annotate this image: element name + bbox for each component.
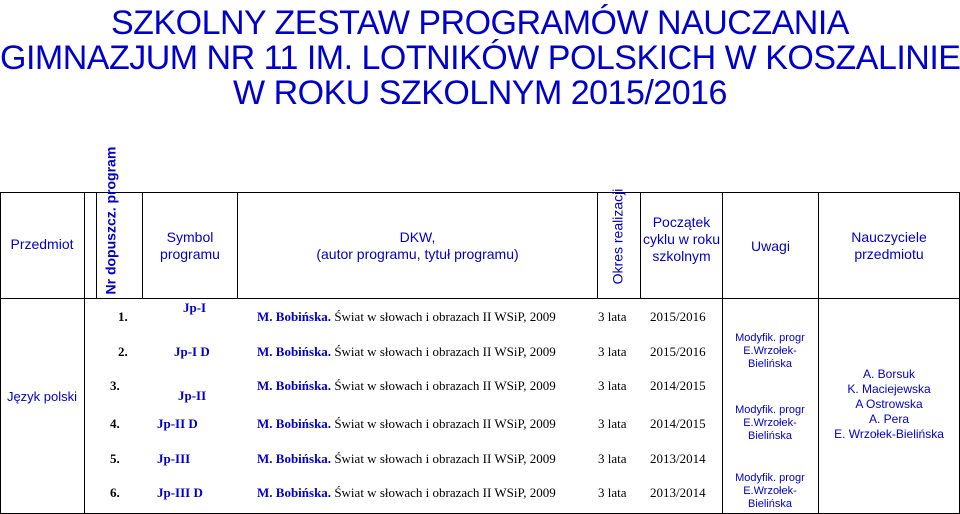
note-1-line-1: Modyfik. progr [735,332,805,344]
row-3-nr: 3. [110,378,120,393]
note-3-line-1: Modyfik. progr [735,472,805,484]
row-5-author: M. Bobińska. [257,451,332,466]
note-1-line-2: E.Wrzołek- [743,345,797,357]
row-3-title: Świat w słowach i obrazach II WSiP, 2009 [331,378,556,393]
row-1-nr: 1. [118,309,128,324]
row-3-start: 2014/2015 [650,378,706,393]
teacher-name: A Ostrowska [855,397,923,411]
row-6-okres: 3 lata [598,485,627,500]
doc-title-line-3: W ROKU SZKOLNYM 2015/2016 [233,74,727,112]
row-6-symbol: Jp-III D [157,485,203,500]
header-uwagi: Uwagi [751,238,790,254]
note-2-line-3: Bielińska [747,430,793,442]
note-3-line-2: E.Wrzołek- [743,485,797,497]
header-bottom-border [0,298,960,299]
row-1-program [257,309,556,325]
row-1-author: M. Bobińska. [257,309,332,324]
header-symbol: Symbol programu [160,229,220,262]
row-4-program [257,416,556,432]
row-5-program [257,451,556,467]
row-5-title: Świat w słowach i obrazach II WSiP, 2009 [331,451,556,466]
row-5-start: 2013/2014 [650,451,706,466]
row-1-title: Świat w słowach i obrazach II WSiP, 2009 [331,309,556,324]
row-6-title: Świat w słowach i obrazach II WSiP, 2009 [331,485,556,500]
header-okres: Okres realizacji [609,188,626,285]
row-2-title: Świat w słowach i obrazach II WSiP, 2009 [331,344,556,359]
teacher-name: A. Borsuk [862,367,916,381]
row-5-nr: 5. [110,451,120,466]
row-5-okres: 3 lata [598,451,627,466]
row-6-start: 2013/2014 [650,485,706,500]
col-divider [597,192,598,298]
row-1-okres: 3 lata [598,309,627,324]
row-3-program [257,378,556,394]
teacher-name: K. Maciejewska [847,382,931,396]
header-dkw [238,229,597,263]
row-6-author: M. Bobińska. [257,485,332,500]
row-3-author: M. Bobińska. [257,378,332,393]
row-3-okres: 3 lata [598,378,627,393]
header-nr-dopuszcz [102,146,120,295]
row-2-symbol: Jp-I D [174,344,210,359]
row-4-nr: 4. [110,416,120,431]
row-1-start: 2015/2016 [650,309,706,324]
header-nr-text: Nr dopuszcz. program [102,146,119,295]
row-4-okres: 3 lata [598,416,627,431]
row-4-title: Świat w słowach i obrazach II WSiP, 2009 [331,416,556,431]
teachers-list [819,367,959,442]
row-2-start: 2015/2016 [650,344,706,359]
row-1-symbol: Jp-I [183,300,207,315]
row-6-nr: 6. [110,485,120,500]
row-6-program [257,485,556,501]
note-2 [730,404,810,443]
note-2-line-2: E.Wrzołek- [743,417,797,429]
header-przedmiot: Przedmiot [10,236,74,252]
row-2-nr: 2. [118,344,128,359]
teacher-name: E. Wrzołek-Bielińska [834,427,944,441]
row-2-program [257,344,556,360]
subject-cell: Język polski [6,389,78,404]
row-4-symbol: Jp-II D [157,416,198,431]
header-nauczyciele: Nauczyciele przedmiotu [851,229,927,262]
row-5-symbol: Jp-III [157,451,191,466]
note-3-line-3: Bielińska [747,498,793,510]
note-1 [730,332,810,371]
header-dkw-subtitle: (autor programu, tytuł programu) [316,246,519,262]
header-poczatek: Początek cyklu w roku szkolnym [642,214,721,264]
teacher-name: A. Pera [868,412,910,426]
row-4-start: 2014/2015 [650,416,706,431]
row-2-author: M. Bobińska. [257,344,332,359]
note-2-line-1: Modyfik. progr [735,404,805,416]
col-divider [96,192,97,298]
note-3 [730,472,810,511]
row-3-symbol: Jp-II [178,388,207,403]
note-1-line-3: Bielińska [747,358,793,370]
row-2-okres: 3 lata [598,344,627,359]
row-4-author: M. Bobińska. [257,416,332,431]
header-dkw-title: DKW, [399,229,436,245]
doc-title-line-2: GIMNAZJUM NR 11 IM. LOTNIKÓW POLSKICH W KOSZALINIE [0,39,960,77]
doc-title-line-1: SZKOLNY ZESTAW PROGRAMÓW NAUCZANIA [111,4,849,42]
header-top-border [0,192,960,193]
col-divider [84,192,85,514]
